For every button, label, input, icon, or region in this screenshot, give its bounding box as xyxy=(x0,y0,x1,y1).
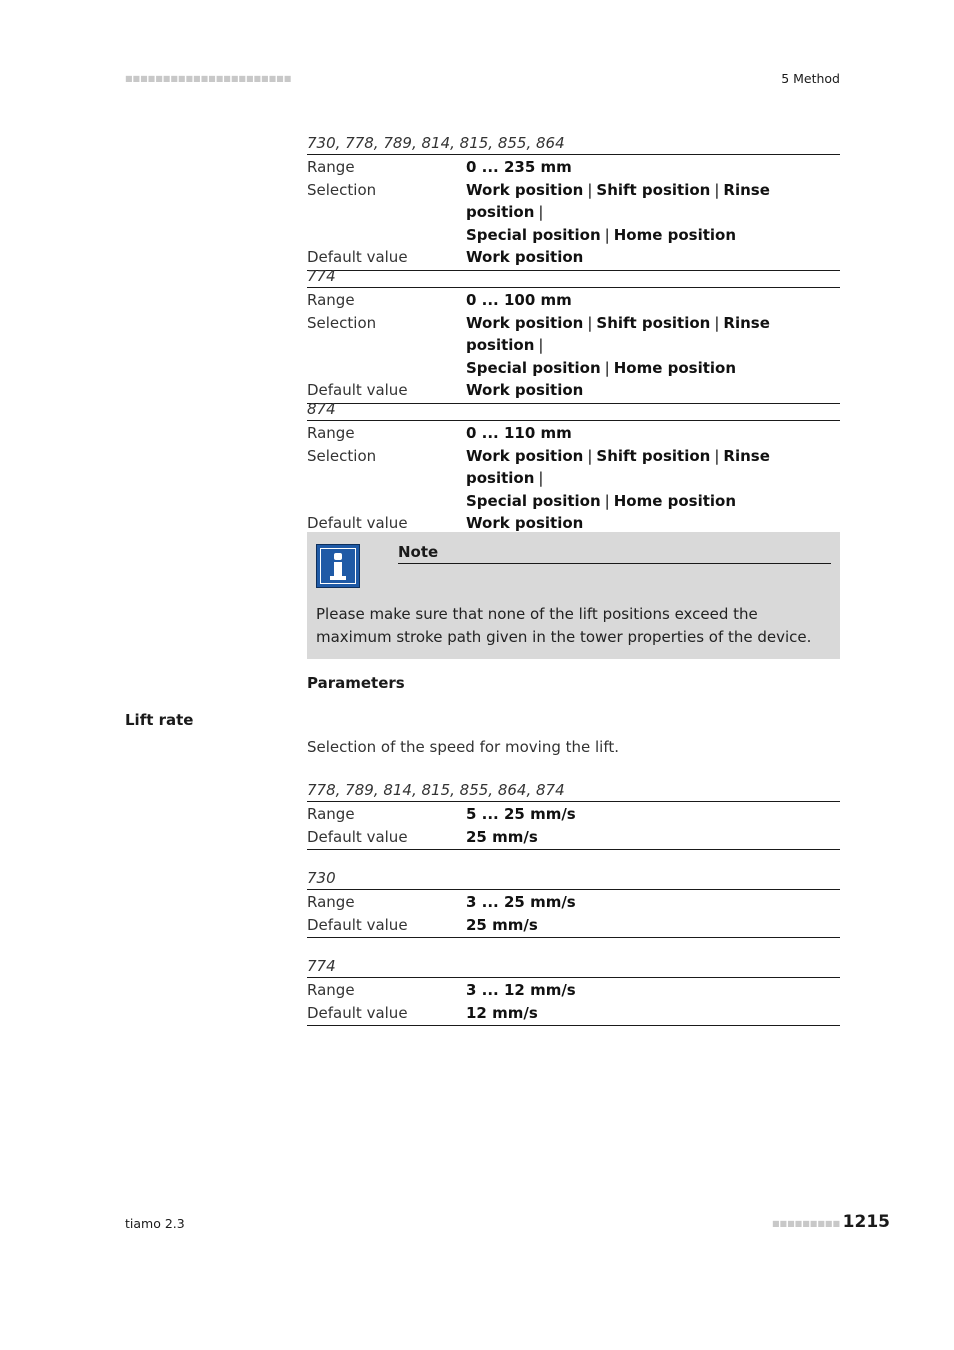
row-value: Work position | Shift position | Rinse position | Special position | Home position xyxy=(466,446,770,510)
selection-row xyxy=(307,445,840,513)
selection-row xyxy=(307,312,840,380)
row-value: Work position | Shift position | Rinse position | Special position | Home position xyxy=(466,313,770,377)
parameter-table xyxy=(307,801,840,850)
note-text: Please make sure that none of the lift positions exceed the maximum stroke path given in the tower properties of the device. xyxy=(316,605,812,646)
default-row xyxy=(307,914,840,937)
parameter-table xyxy=(307,420,840,537)
option: Rinse position xyxy=(466,180,770,221)
row-label: Default value xyxy=(307,915,408,934)
option: Home position xyxy=(613,225,737,244)
device-list: 774 xyxy=(307,267,336,285)
range-row xyxy=(307,891,840,914)
row-label: Selection xyxy=(307,446,377,465)
row-value: Work position xyxy=(466,514,584,532)
row-value: 5 ... 25 mm/s xyxy=(466,805,576,823)
option: Work position xyxy=(466,313,584,332)
position-block xyxy=(307,132,840,271)
parameters-heading: Parameters xyxy=(307,674,405,692)
row-label: Default value xyxy=(307,514,408,532)
option: Shift position xyxy=(596,313,711,332)
parameter-table xyxy=(307,154,840,271)
option: Shift position xyxy=(596,446,711,465)
row-label: Default value xyxy=(307,381,408,399)
lift-rate-description: Selection of the speed for moving the lift. xyxy=(307,738,619,756)
row-label: Selection xyxy=(307,313,377,332)
chapter-title: 5 Method xyxy=(781,71,840,86)
parameter-table xyxy=(307,889,840,938)
range-row xyxy=(307,979,840,1002)
row-value: 0 ... 110 mm xyxy=(466,424,572,442)
position-block xyxy=(307,398,840,537)
option: Rinse position xyxy=(466,313,770,354)
footer-decoration: ■■■■■■■■■ xyxy=(772,1219,841,1228)
row-label: Range xyxy=(307,291,355,309)
parameter-table xyxy=(307,287,840,404)
option: Work position xyxy=(466,446,584,465)
row-value: 25 mm/s xyxy=(466,827,538,846)
lift-rate-heading: Lift rate xyxy=(125,711,194,729)
option: Home position xyxy=(613,491,737,510)
row-value: Work position | Shift position | Rinse position | Special position | Home position xyxy=(466,180,770,244)
info-icon xyxy=(316,544,360,588)
row-label: Range xyxy=(307,424,355,442)
row-label: Default value xyxy=(307,827,408,846)
option: Special position xyxy=(466,225,601,244)
option: Home position xyxy=(613,358,737,377)
range-row xyxy=(307,803,840,826)
default-row xyxy=(307,826,840,849)
device-list: 730, 778, 789, 814, 815, 855, 864 xyxy=(307,134,565,152)
lift-rate-block xyxy=(307,779,840,850)
row-value: 0 ... 100 mm xyxy=(466,291,572,309)
range-row xyxy=(307,156,840,179)
product-name: tiamo 2.3 xyxy=(125,1216,185,1231)
row-label: Range xyxy=(307,805,355,823)
row-label: Range xyxy=(307,893,355,911)
option: Work position xyxy=(466,180,584,199)
note-box xyxy=(307,532,840,659)
device-list: 778, 789, 814, 815, 855, 864, 874 xyxy=(307,781,565,799)
row-value: 3 ... 25 mm/s xyxy=(466,893,576,911)
range-row xyxy=(307,289,840,312)
row-value: Work position xyxy=(466,381,584,399)
parameter-table xyxy=(307,977,840,1026)
option: Shift position xyxy=(596,180,711,199)
device-list: 730 xyxy=(307,869,336,887)
row-label: Selection xyxy=(307,180,377,199)
position-block xyxy=(307,265,840,404)
default-row xyxy=(307,1002,840,1025)
lift-rate-block xyxy=(307,867,840,938)
option: Rinse position xyxy=(466,446,770,487)
row-label: Default value xyxy=(307,1003,408,1022)
option: Special position xyxy=(466,358,601,377)
header-decoration: ■■■■■■■■■■■■■■■■■■■■■■ xyxy=(125,74,292,83)
row-value: 3 ... 12 mm/s xyxy=(466,981,576,999)
row-label: Range xyxy=(307,158,355,176)
option: Special position xyxy=(466,491,601,510)
row-value: 0 ... 235 mm xyxy=(466,158,572,176)
row-value: Work position xyxy=(466,248,584,266)
lift-rate-block xyxy=(307,955,840,1026)
device-list: 874 xyxy=(307,400,336,418)
range-row xyxy=(307,422,840,445)
row-value: 12 mm/s xyxy=(466,1003,538,1022)
row-label: Default value xyxy=(307,248,408,266)
page-number: 1215 xyxy=(842,1212,890,1232)
device-list: 774 xyxy=(307,957,336,975)
note-title: Note xyxy=(398,542,831,564)
selection-row xyxy=(307,179,840,247)
row-value: 25 mm/s xyxy=(466,915,538,934)
row-label: Range xyxy=(307,981,355,999)
